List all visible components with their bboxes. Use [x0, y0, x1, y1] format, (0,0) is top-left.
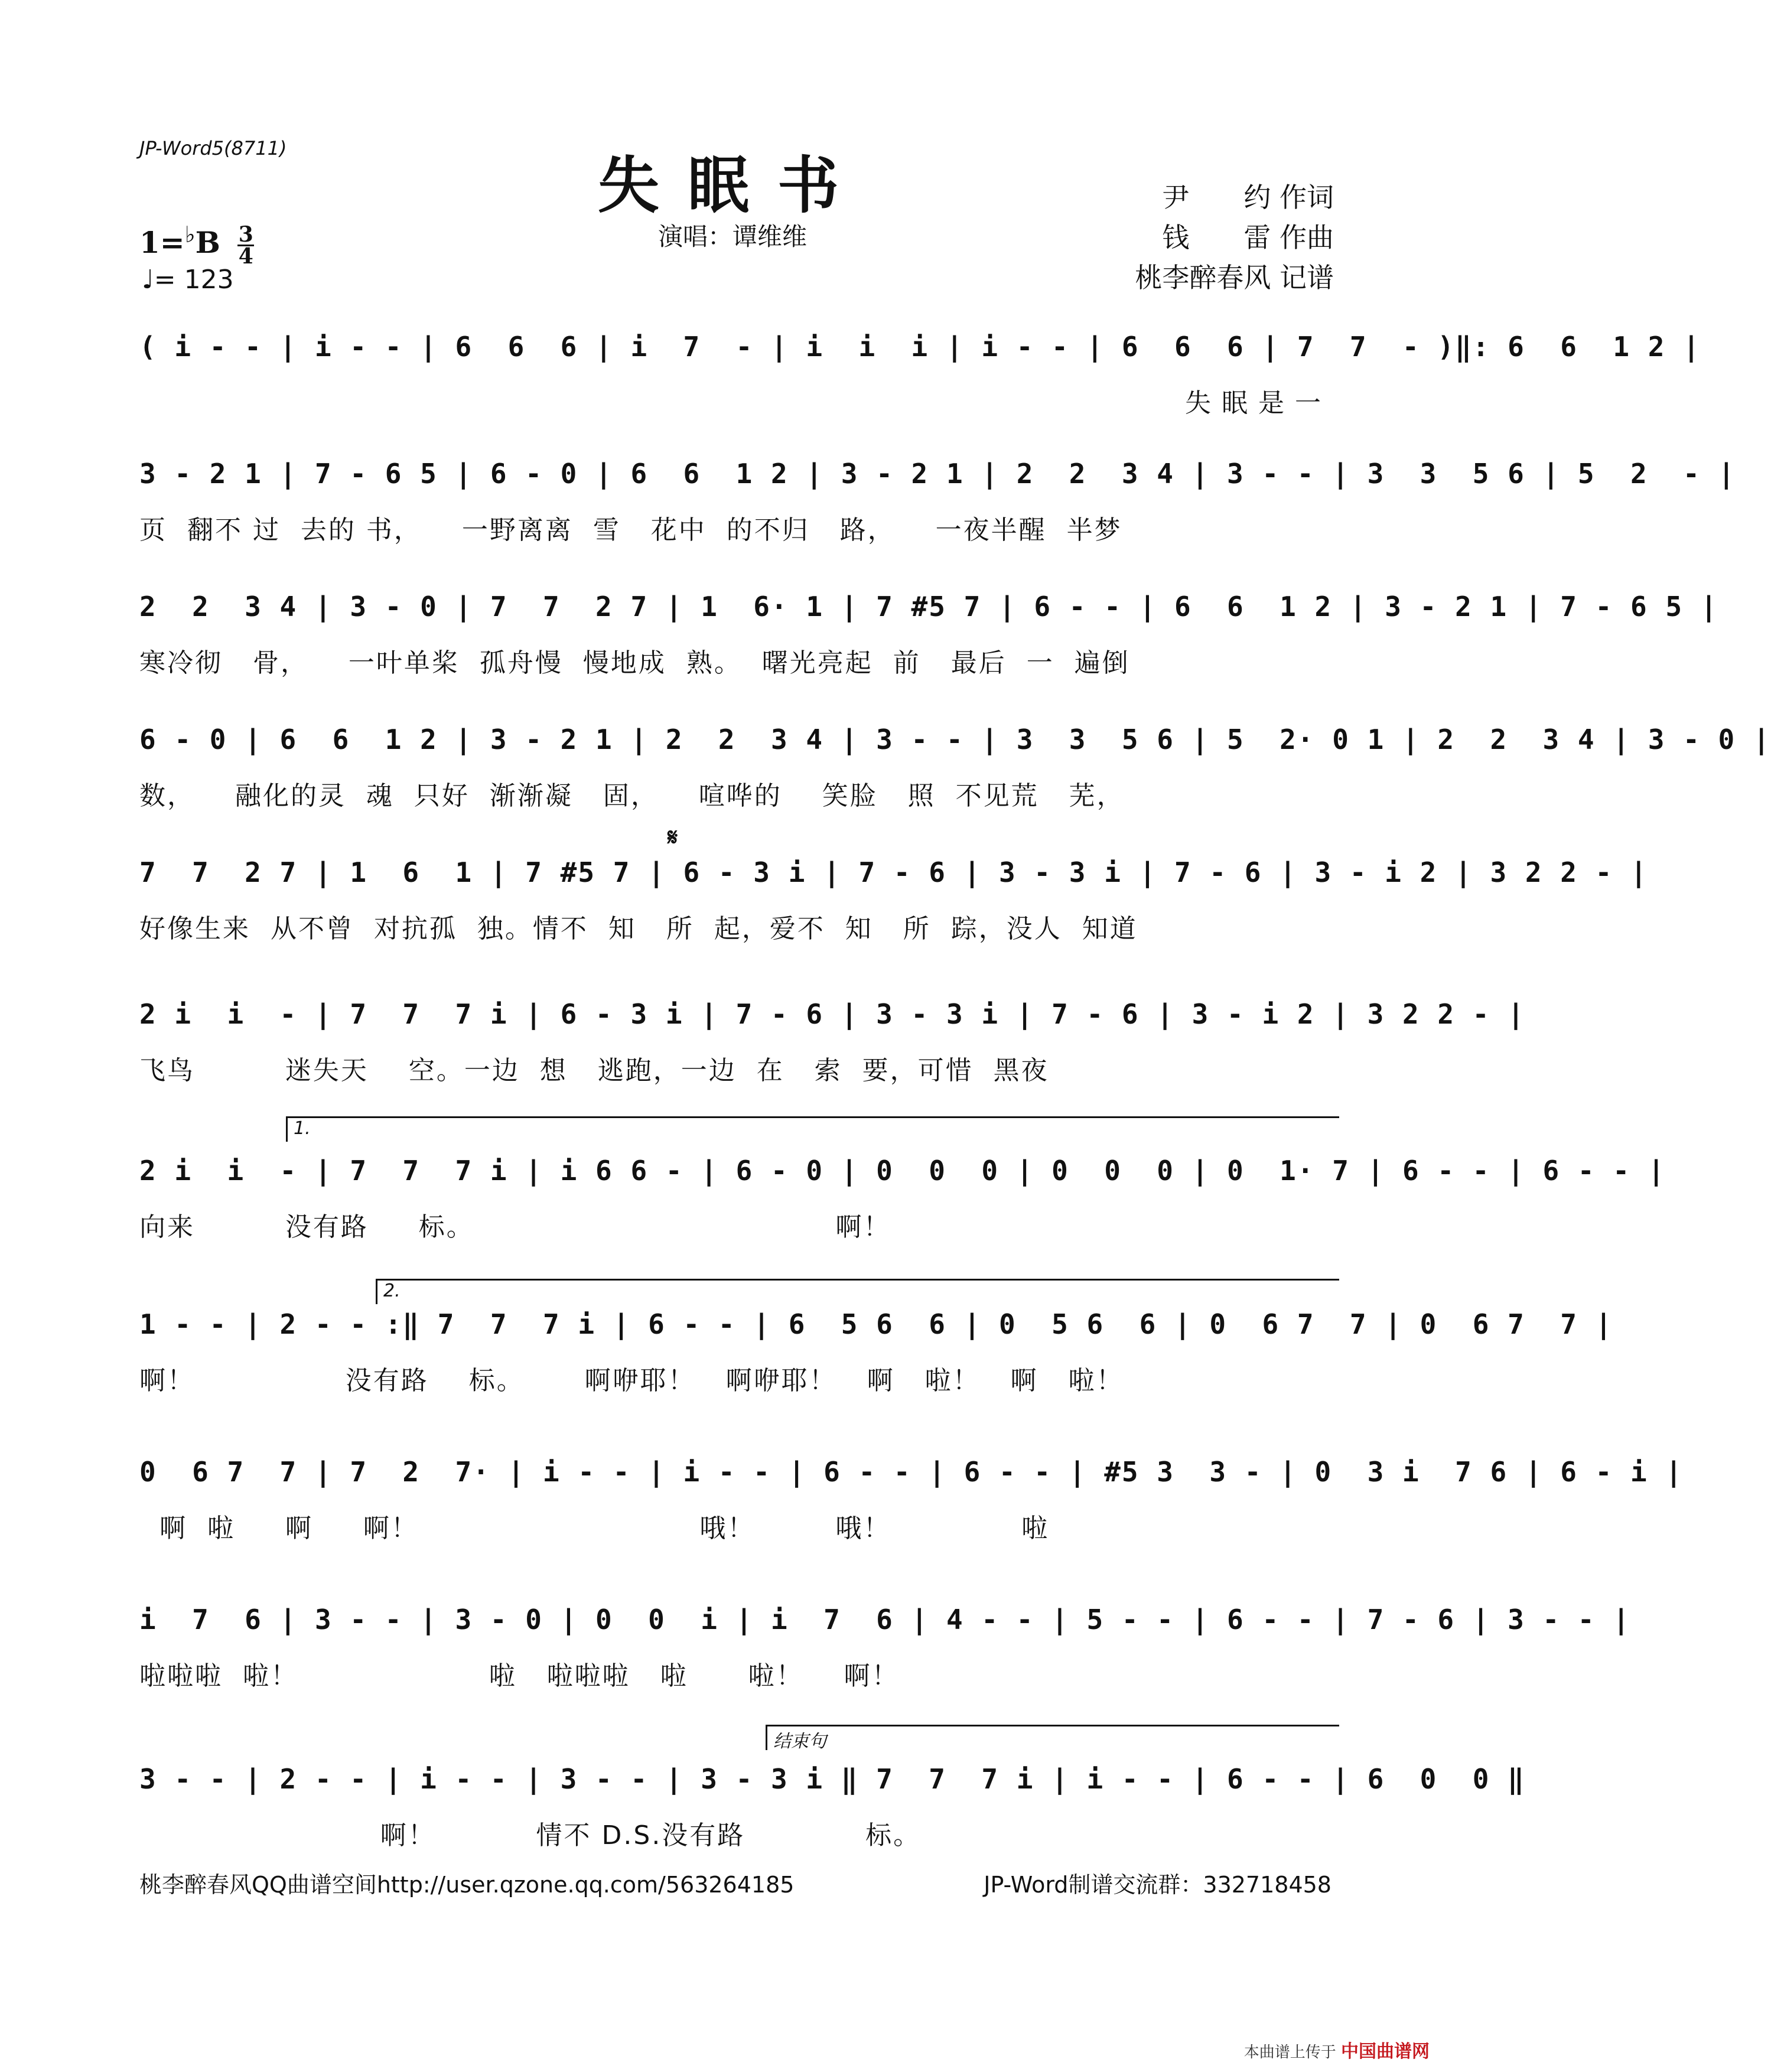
system-3 [139, 591, 1718, 678]
flat-icon: ♭ [184, 221, 196, 247]
system-9 [139, 1456, 1684, 1543]
quarter-note-icon: ♩ [142, 265, 154, 295]
second-ending-bracket [376, 1279, 1339, 1304]
lyrics-row: 失眠是一 [1185, 388, 1331, 418]
coda-bracket [766, 1725, 1339, 1750]
system-5 [139, 856, 1648, 944]
system-4 [139, 724, 1771, 811]
key-prefix: 1= [139, 225, 185, 260]
tempo-value: = 123 [154, 265, 234, 295]
lyricist-credit: 尹 约 作词 [1162, 181, 1334, 213]
notes-row: 2 i i - | 7 7 7 i | i 6 6 - | 6 - 0 | 0 0 0 | 0 0 0 | 0 1· 7 | 6 - - | 6 - - | [139, 1155, 1666, 1187]
lyrics-row: 啊！ 情不 D.S.没有路 标。 [139, 1820, 922, 1851]
notes-row: ( i - - | i - - | 6 6 6 | i 7 - | i i i | i - - | 6 6 6 | 7 7 - )‖: 6 6 1 2 | [139, 331, 1701, 363]
lyrics-row: 页 翻不 过 去的 书， 一野离离 雪 花中 的不归 路， 一夜半醒 半梦 [139, 515, 1122, 545]
lyrics-row: 数， 融化的灵 魂 只好 渐渐凝 固， 喧哗的 笑脸 照 不见荒 芜， [139, 781, 1125, 811]
time-signature [237, 221, 254, 269]
key-signature [139, 221, 254, 269]
coda-label: 结束句 [773, 1731, 826, 1752]
system-2 [139, 458, 1736, 545]
lyrics-row: 啊！ 没有路 标。 啊咿耶！ 啊咿耶！ 啊 啦！ 啊 啦！ [139, 1366, 1124, 1396]
notes-row: 0 6 7 7 | 7 2 7· | i - - | i - - | 6 - - | 6 - - | #5 3 3 - | 0 3 i 7 6 | 6 - i | [139, 1456, 1684, 1488]
key-note: B [195, 225, 220, 260]
upload-text: 本曲谱上传于 [1243, 2044, 1336, 2061]
system-7 [139, 1155, 1666, 1242]
notes-row: 3 - 2 1 | 7 - 6 5 | 6 - 0 | 6 6 1 2 | 3 - 2 1 | 2 2 3 4 | 3 - - | 3 3 5 6 | 5 2 - | [139, 458, 1736, 490]
lyrics-row: 寒冷彻 骨， 一叶单桨 孤舟慢 慢地成 熟。 曙光亮起 前 最后 一 遍倒 [139, 648, 1130, 678]
tempo-marking [142, 265, 234, 295]
lyrics-row: 飞鸟 迷失天 空。一边 想 逃跑，一边 在 索 要，可惜 黑夜 [139, 1055, 1049, 1086]
site-logo[interactable]: 中国曲谱网 [1341, 2041, 1430, 2062]
notes-row: 6 - 0 | 6 6 1 2 | 3 - 2 1 | 2 2 3 4 | 3 - - | 3 3 5 6 | 5 2· 0 1 | 2 2 3 4 | 3 - 0 | [139, 724, 1771, 755]
second-ending-label: 2. [383, 1281, 401, 1301]
system-8 [139, 1308, 1613, 1396]
first-ending-bracket [286, 1116, 1339, 1142]
transcriber-credit: 桃李醉春风 记谱 [1135, 262, 1334, 294]
notes-row: 2 2 3 4 | 3 - 0 | 7 7 2 7 | 1 6· 1 | 7 #5 7 | 6 - - | 6 6 1 2 | 3 - 2 1 | 7 - 6 5 | [139, 591, 1718, 623]
segno-icon: 𝄋 [668, 824, 678, 851]
footer-qzone-link[interactable]: 桃李醉春风QQ曲谱空间http://user.qzone.qq.com/563264185 [139, 1872, 795, 1898]
notes-row: 2 i i - | 7 7 7 i | 6 - 3 i | 7 - 6 | 3 - 3 i | 7 - 6 | 3 - i 2 | 3 2 2 - | [139, 998, 1525, 1030]
song-title: 失眠书 [597, 149, 867, 221]
notes-row: 7 7 2 7 | 1 6 1 | 7 #5 7 | 6 - 3 i | 7 - 6 | 3 - 3 i | 7 - 6 | 3 - i 2 | 3 2 2 - | [139, 856, 1648, 888]
notes-row: 1 - - | 2 - - :‖ 7 7 7 i | 6 - - | 6 5 6 6 | 0 5 6 6 | 0 6 7 7 | 0 6 7 7 | [139, 1308, 1613, 1340]
notes-row: i 7 6 | 3 - - | 3 - 0 | 0 0 i | i 7 6 | 4 - - | 5 - - | 6 - - | 7 - 6 | 3 - - | [139, 1604, 1631, 1636]
lyrics-row: 啊 啦 啊 啊！ 哦！ 哦！ 啦 [139, 1513, 1050, 1543]
credits-block [1135, 177, 1334, 298]
lyrics-row: 啦啦啦 啦！ 啦 啦啦啦 啦 啦！ 啊！ [139, 1661, 900, 1691]
time-bottom: 4 [238, 243, 253, 269]
time-top: 3 [238, 221, 253, 247]
upload-credit [1244, 2037, 1430, 2063]
lyrics-row: 向来 没有路 标。 啊！ [139, 1212, 891, 1242]
system-1 [139, 331, 1701, 418]
footer-group-info: JP-Word制谱交流群：332718458 [984, 1872, 1331, 1898]
notes-row: 3 - - | 2 - - | i - - | 3 - - | 3 - 3 i ‖ 7 7 7 i | i - - | 6 - - | 6 0 0 ‖ [139, 1763, 1525, 1795]
composer-credit: 钱 雷 作曲 [1162, 221, 1334, 253]
system-10 [139, 1604, 1631, 1691]
system-11 [139, 1763, 1525, 1851]
first-ending-label: 1. [294, 1118, 311, 1139]
lyrics-row: 好像生来 从不曾 对抗孤 独。情不 知 所 起，爱不 知 所 踪，没人 知道 [139, 914, 1138, 944]
software-label: JP-Word5(8711) [139, 137, 287, 159]
system-6 [139, 998, 1525, 1086]
singer-credit: 演唱：谭维维 [657, 222, 807, 251]
